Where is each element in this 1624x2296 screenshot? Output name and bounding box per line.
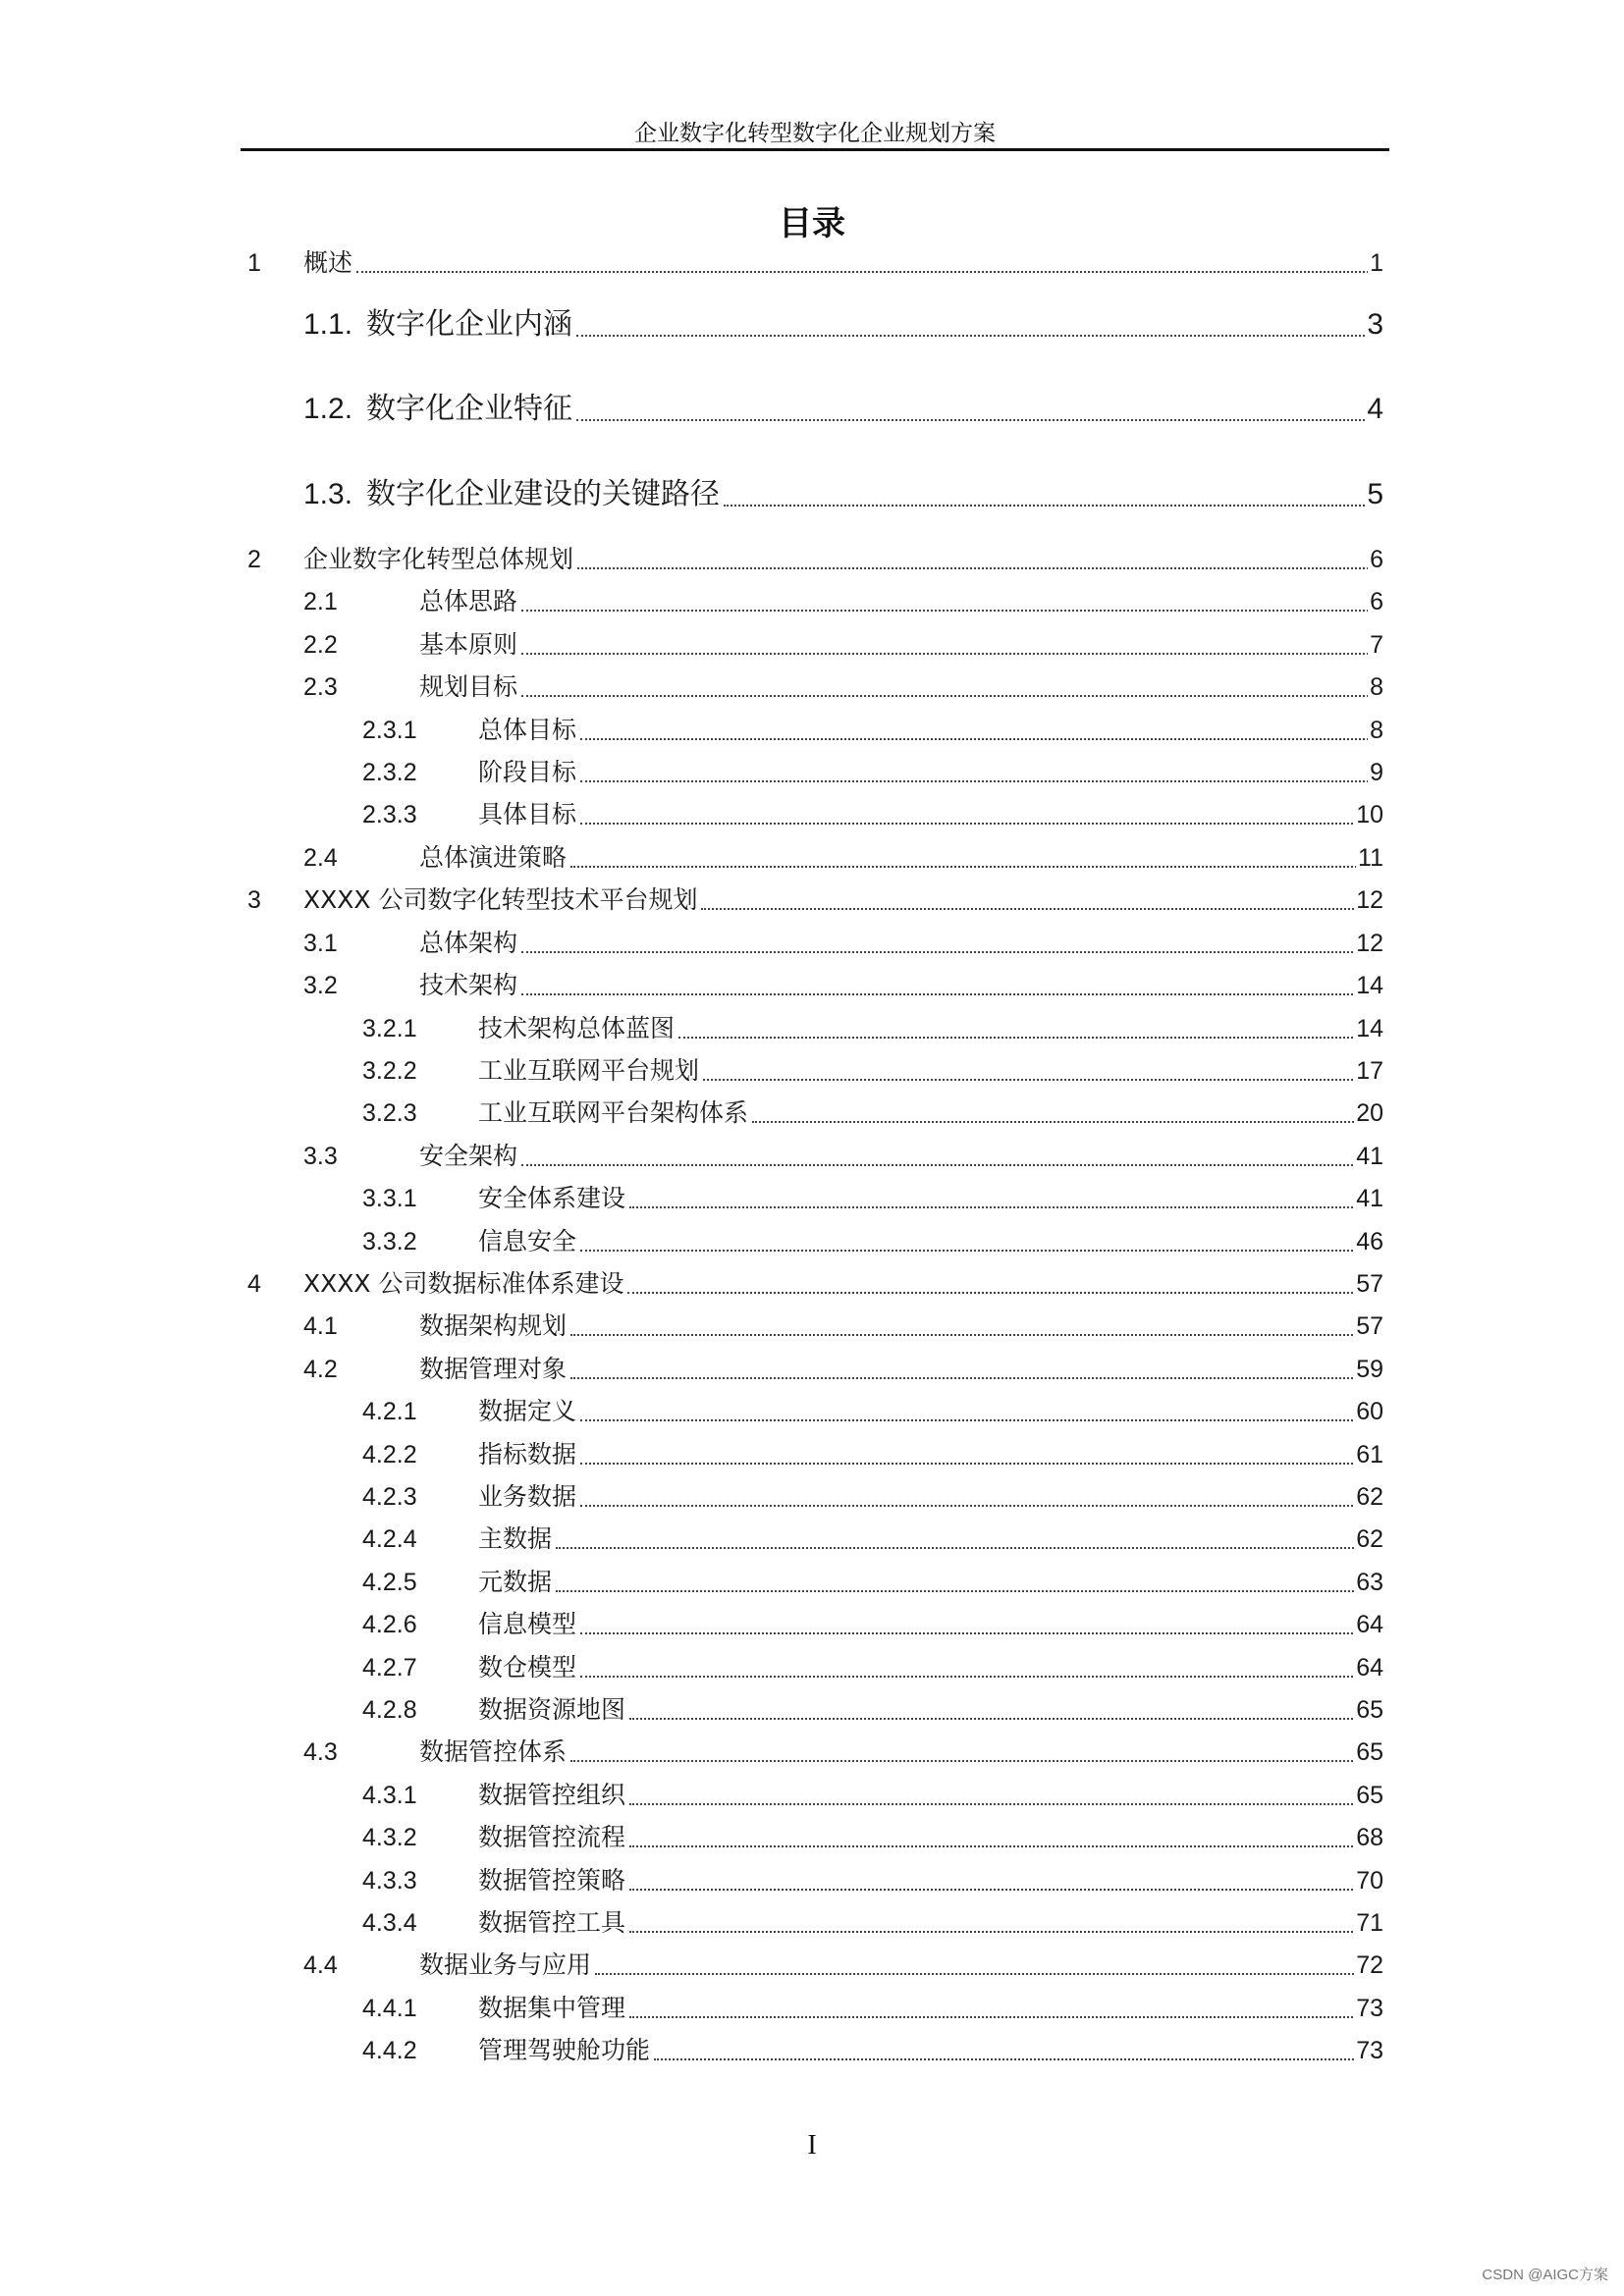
dot-leader bbox=[629, 1931, 1380, 1933]
toc-entry[interactable] bbox=[0, 966, 1624, 1005]
toc-entry-number: 4.2.4 bbox=[362, 1525, 417, 1553]
toc-entry[interactable] bbox=[0, 582, 1624, 621]
toc-entry-title: 安全架构 bbox=[419, 1137, 519, 1176]
toc-entry[interactable] bbox=[0, 1094, 1624, 1133]
toc-entry-number: 4.4.2 bbox=[362, 2037, 417, 2064]
dot-leader bbox=[521, 653, 1380, 655]
toc-entry-page: 11 bbox=[1356, 838, 1383, 878]
toc-entry[interactable] bbox=[0, 1946, 1624, 1985]
toc-entry-title: 数仓模型 bbox=[478, 1648, 578, 1687]
toc-entry-page: 65 bbox=[1354, 1690, 1383, 1730]
toc-entry-number: 4 bbox=[247, 1270, 261, 1298]
dot-leader bbox=[580, 823, 1380, 825]
toc-entry-title: 总体演进策略 bbox=[419, 838, 568, 878]
toc-entry-title: 数字化企业建设的关键路径 bbox=[366, 475, 722, 514]
toc-entry-number: 3.2.2 bbox=[362, 1057, 417, 1085]
toc-entry-title: XXXX 公司数字化转型技术平台规划 bbox=[303, 881, 699, 920]
toc-entry-title: 主数据 bbox=[478, 1520, 554, 1559]
watermark-text: CSDN @AIGC方案 bbox=[1482, 2267, 1608, 2283]
toc-entry-number: 2.3.3 bbox=[362, 801, 417, 828]
dot-leader bbox=[580, 1632, 1380, 1634]
toc-entry[interactable] bbox=[0, 924, 1624, 963]
toc-entry[interactable] bbox=[0, 1690, 1624, 1730]
toc-entry-number: 4.3.2 bbox=[362, 1824, 417, 1851]
toc-entry-number: 2.3.2 bbox=[362, 759, 417, 786]
toc-entry[interactable] bbox=[0, 1563, 1624, 1602]
toc-entry-title: 数据业务与应用 bbox=[419, 1946, 593, 1985]
toc-entry-title: 基本原则 bbox=[419, 625, 519, 665]
toc-entry[interactable] bbox=[0, 1307, 1624, 1346]
toc-entry-page: 41 bbox=[1354, 1179, 1383, 1218]
toc-entry-title: 数据管理对象 bbox=[419, 1350, 568, 1389]
toc-entry-page: 65 bbox=[1354, 1776, 1383, 1815]
dot-leader bbox=[595, 1973, 1380, 1975]
toc-entry-number: 3.2.3 bbox=[362, 1099, 417, 1127]
dot-leader bbox=[580, 1419, 1380, 1421]
toc-entry-page: 65 bbox=[1354, 1733, 1383, 1772]
toc-entry-number: 4.2.1 bbox=[362, 1398, 417, 1425]
toc-entry-title: 安全体系建设 bbox=[478, 1179, 627, 1218]
dot-leader bbox=[570, 1760, 1380, 1762]
toc-entry-number: 4.2.2 bbox=[362, 1441, 417, 1468]
dot-leader bbox=[521, 1164, 1380, 1166]
toc-entry-page: 62 bbox=[1354, 1520, 1383, 1559]
toc-entry-number: 1.2. bbox=[303, 393, 353, 425]
toc-entry-page: 62 bbox=[1354, 1477, 1383, 1517]
dot-leader bbox=[580, 780, 1380, 782]
toc-entry[interactable] bbox=[0, 1818, 1624, 1857]
toc-entry[interactable] bbox=[0, 1477, 1624, 1517]
toc-entry-page: 60 bbox=[1354, 1392, 1383, 1431]
toc-entry-number: 3.3 bbox=[303, 1143, 338, 1170]
toc-entry-title: 数据管控体系 bbox=[419, 1733, 568, 1772]
toc-entry-title: XXXX 公司数据标准体系建设 bbox=[303, 1264, 625, 1304]
toc-entry-number: 3.2 bbox=[303, 972, 338, 999]
toc-entry-title: 数据资源地图 bbox=[478, 1690, 627, 1730]
toc-entry[interactable] bbox=[0, 1222, 1624, 1261]
toc-entry-page: 63 bbox=[1354, 1563, 1383, 1602]
toc-entry-title: 概述 bbox=[303, 243, 354, 283]
toc-entry-title: 工业互联网平台架构体系 bbox=[478, 1094, 750, 1133]
dot-leader bbox=[678, 1037, 1380, 1039]
toc-entry-title: 数据架构规划 bbox=[419, 1307, 568, 1346]
toc-entry-page: 6 bbox=[1368, 582, 1383, 621]
toc-entry[interactable] bbox=[0, 1137, 1624, 1176]
toc-entry-number: 4.2.8 bbox=[362, 1696, 417, 1724]
toc-title: 目录 bbox=[779, 204, 845, 243]
toc-entry-title: 数据定义 bbox=[478, 1392, 578, 1431]
toc-entry-page: 59 bbox=[1354, 1350, 1383, 1389]
toc-entry-page: 46 bbox=[1354, 1222, 1383, 1261]
toc-entry-page: 73 bbox=[1354, 1989, 1383, 2028]
dot-leader bbox=[629, 1206, 1380, 1208]
toc-entry-page: 1 bbox=[1368, 243, 1383, 283]
toc-entry-number: 1 bbox=[247, 249, 261, 277]
toc-entry-page: 64 bbox=[1354, 1648, 1383, 1687]
header-rule bbox=[241, 148, 1389, 151]
dot-leader bbox=[521, 951, 1380, 953]
toc-entry-number: 4.1 bbox=[303, 1312, 338, 1340]
toc-entry[interactable] bbox=[0, 667, 1624, 707]
dot-leader bbox=[629, 1803, 1380, 1805]
dot-leader bbox=[580, 1250, 1380, 1252]
toc-entry-page: 41 bbox=[1354, 1137, 1383, 1176]
toc-entry-title: 信息模型 bbox=[478, 1605, 578, 1644]
dot-leader bbox=[752, 1121, 1380, 1123]
dot-leader bbox=[521, 610, 1380, 612]
dot-leader bbox=[356, 271, 1380, 273]
dot-leader bbox=[629, 2016, 1380, 2018]
dot-leader bbox=[701, 908, 1380, 910]
toc-entry-number: 3.3.2 bbox=[362, 1228, 417, 1255]
toc-entry-title: 数据管控组织 bbox=[478, 1776, 627, 1815]
toc-entry-title: 数据集中管理 bbox=[478, 1989, 627, 2028]
toc-entry-title: 规划目标 bbox=[419, 667, 519, 707]
toc-entry-number: 3.2.1 bbox=[362, 1015, 417, 1042]
toc-entry[interactable] bbox=[0, 1733, 1624, 1772]
dot-leader bbox=[521, 695, 1380, 697]
toc-entry-page: 17 bbox=[1354, 1051, 1383, 1091]
toc-entry-number: 4.2.3 bbox=[362, 1483, 417, 1511]
toc-entry-number: 1.3. bbox=[303, 478, 353, 510]
toc-entry[interactable] bbox=[0, 625, 1624, 665]
toc-entry[interactable] bbox=[0, 1903, 1624, 1943]
toc-entry[interactable] bbox=[0, 711, 1624, 750]
toc-entry-page: 9 bbox=[1368, 753, 1383, 792]
toc-entry-number: 2 bbox=[247, 546, 261, 573]
running-header: 企业数字化转型数字化企业规划方案 bbox=[634, 121, 996, 146]
dot-leader bbox=[629, 1889, 1380, 1891]
toc-entry[interactable] bbox=[0, 1520, 1624, 1559]
toc-entry[interactable] bbox=[0, 838, 1624, 878]
dot-leader bbox=[577, 567, 1380, 569]
toc-entry[interactable] bbox=[0, 390, 1624, 429]
toc-entry-page: 14 bbox=[1354, 966, 1383, 1005]
toc-entry-page: 10 bbox=[1354, 795, 1383, 834]
dot-leader bbox=[570, 866, 1380, 868]
dot-leader bbox=[556, 1590, 1380, 1592]
toc-entry-page: 57 bbox=[1354, 1264, 1383, 1304]
toc-entry-title: 数字化企业内涵 bbox=[366, 305, 574, 345]
toc-entry-title: 数据管控流程 bbox=[478, 1818, 627, 1857]
dot-leader bbox=[521, 993, 1380, 995]
toc-entry[interactable] bbox=[0, 1648, 1624, 1687]
toc-entry-title: 技术架构 bbox=[419, 966, 519, 1005]
toc-entry[interactable] bbox=[0, 881, 1624, 920]
toc-entry-number: 4.2.5 bbox=[362, 1569, 417, 1596]
toc-entry-title: 企业数字化转型总体规划 bbox=[303, 540, 575, 579]
toc-entry-number: 4.2 bbox=[303, 1356, 338, 1383]
toc-entry-page: 12 bbox=[1354, 924, 1383, 963]
dot-leader bbox=[580, 1676, 1380, 1678]
toc-entry-title: 阶段目标 bbox=[478, 753, 578, 792]
toc-entry-title: 元数据 bbox=[478, 1563, 554, 1602]
toc-entry-title: 数据管控工具 bbox=[478, 1903, 627, 1943]
toc-entry[interactable] bbox=[0, 1776, 1624, 1815]
toc-entry-title: 总体思路 bbox=[419, 582, 519, 621]
dot-leader bbox=[703, 1079, 1380, 1081]
toc-entry[interactable] bbox=[0, 1009, 1624, 1048]
toc-entry-number: 3.3.1 bbox=[362, 1185, 417, 1212]
toc-entry-title: 数据管控策略 bbox=[478, 1861, 627, 1900]
toc-entry[interactable] bbox=[0, 753, 1624, 792]
dot-leader bbox=[627, 1292, 1380, 1294]
toc-entry-title: 具体目标 bbox=[478, 795, 578, 834]
toc-entry-page: 20 bbox=[1354, 1094, 1383, 1133]
toc-entry-page: 3 bbox=[1365, 305, 1383, 345]
dot-leader bbox=[570, 1334, 1380, 1336]
toc-entry-title: 指标数据 bbox=[478, 1435, 578, 1474]
dot-leader bbox=[580, 1463, 1380, 1465]
dot-leader bbox=[576, 419, 1380, 421]
toc-entry-title: 总体架构 bbox=[419, 924, 519, 963]
dot-leader bbox=[724, 505, 1380, 507]
toc-entry-number: 4.3.4 bbox=[362, 1909, 417, 1937]
toc-entry-page: 64 bbox=[1354, 1605, 1383, 1644]
toc-entry-number: 4.2.6 bbox=[362, 1611, 417, 1638]
toc-entry[interactable] bbox=[0, 2031, 1624, 2070]
toc-entry-title: 业务数据 bbox=[478, 1477, 578, 1517]
dot-leader bbox=[580, 1505, 1380, 1507]
toc-entry-number: 4.3 bbox=[303, 1738, 338, 1766]
toc-entry[interactable] bbox=[0, 540, 1624, 579]
toc-entry-page: 7 bbox=[1368, 625, 1383, 665]
toc-entry[interactable] bbox=[0, 1605, 1624, 1644]
page-number: I bbox=[807, 2130, 817, 2161]
toc-entry-number: 3.1 bbox=[303, 930, 338, 957]
toc-entry[interactable] bbox=[0, 1861, 1624, 1900]
toc-entry-page: 73 bbox=[1354, 2031, 1383, 2070]
dot-leader bbox=[556, 1547, 1380, 1549]
toc-entry-page: 5 bbox=[1365, 475, 1383, 514]
toc-entry-number: 4.2.7 bbox=[362, 1654, 417, 1682]
toc-entry-page: 12 bbox=[1354, 881, 1383, 920]
dot-leader bbox=[580, 738, 1380, 740]
toc-entry[interactable] bbox=[0, 1179, 1624, 1218]
toc-entry-page: 61 bbox=[1354, 1435, 1383, 1474]
toc-entry[interactable] bbox=[0, 243, 1624, 283]
toc-entry-title: 信息安全 bbox=[478, 1222, 578, 1261]
dot-leader bbox=[576, 335, 1380, 337]
toc-entry-number: 2.3.1 bbox=[362, 717, 417, 744]
toc-entry[interactable] bbox=[0, 1989, 1624, 2028]
toc-entry[interactable] bbox=[0, 475, 1624, 514]
dot-leader bbox=[654, 2058, 1380, 2060]
toc-entry[interactable] bbox=[0, 1392, 1624, 1431]
toc-entry[interactable] bbox=[0, 1051, 1624, 1091]
toc-entry[interactable] bbox=[0, 1435, 1624, 1474]
toc-entry[interactable] bbox=[0, 795, 1624, 834]
toc-entry-page: 8 bbox=[1368, 667, 1383, 707]
toc-entry-title: 工业互联网平台规划 bbox=[478, 1051, 701, 1091]
toc-entry-number: 2.4 bbox=[303, 844, 338, 872]
toc-entry-title: 管理驾驶舱功能 bbox=[478, 2031, 652, 2070]
toc-entry-page: 70 bbox=[1354, 1861, 1383, 1900]
toc-entry-title: 总体目标 bbox=[478, 711, 578, 750]
toc-entry[interactable] bbox=[0, 1264, 1624, 1304]
toc-entry-number: 2.2 bbox=[303, 631, 338, 659]
dot-leader bbox=[570, 1377, 1380, 1379]
toc-entry-page: 72 bbox=[1354, 1946, 1383, 1985]
toc-entry-title: 技术架构总体蓝图 bbox=[478, 1009, 677, 1048]
toc-entry-title: 数字化企业特征 bbox=[366, 390, 574, 429]
dot-leader bbox=[629, 1718, 1380, 1720]
toc-entry-page: 14 bbox=[1354, 1009, 1383, 1048]
toc-entry-number: 4.3.3 bbox=[362, 1867, 417, 1895]
dot-leader bbox=[629, 1845, 1380, 1847]
toc-entry-page: 6 bbox=[1368, 540, 1383, 579]
toc-entry-number: 1.1. bbox=[303, 308, 353, 341]
toc-entry[interactable] bbox=[0, 1350, 1624, 1389]
toc-entry-number: 2.3 bbox=[303, 673, 338, 701]
toc-entry-number: 2.1 bbox=[303, 588, 338, 615]
toc-entry-number: 4.3.1 bbox=[362, 1782, 417, 1809]
toc-entry-number: 4.4 bbox=[303, 1951, 338, 1979]
toc-entry-number: 4.4.1 bbox=[362, 1995, 417, 2022]
toc-entry-page: 57 bbox=[1354, 1307, 1383, 1346]
toc-entry-page: 71 bbox=[1354, 1903, 1383, 1943]
toc-entry-page: 68 bbox=[1354, 1818, 1383, 1857]
toc-entry-page: 4 bbox=[1365, 390, 1383, 429]
toc-entry-number: 3 bbox=[247, 886, 261, 914]
toc-entry[interactable] bbox=[0, 305, 1624, 345]
toc-entry-page: 8 bbox=[1368, 711, 1383, 750]
